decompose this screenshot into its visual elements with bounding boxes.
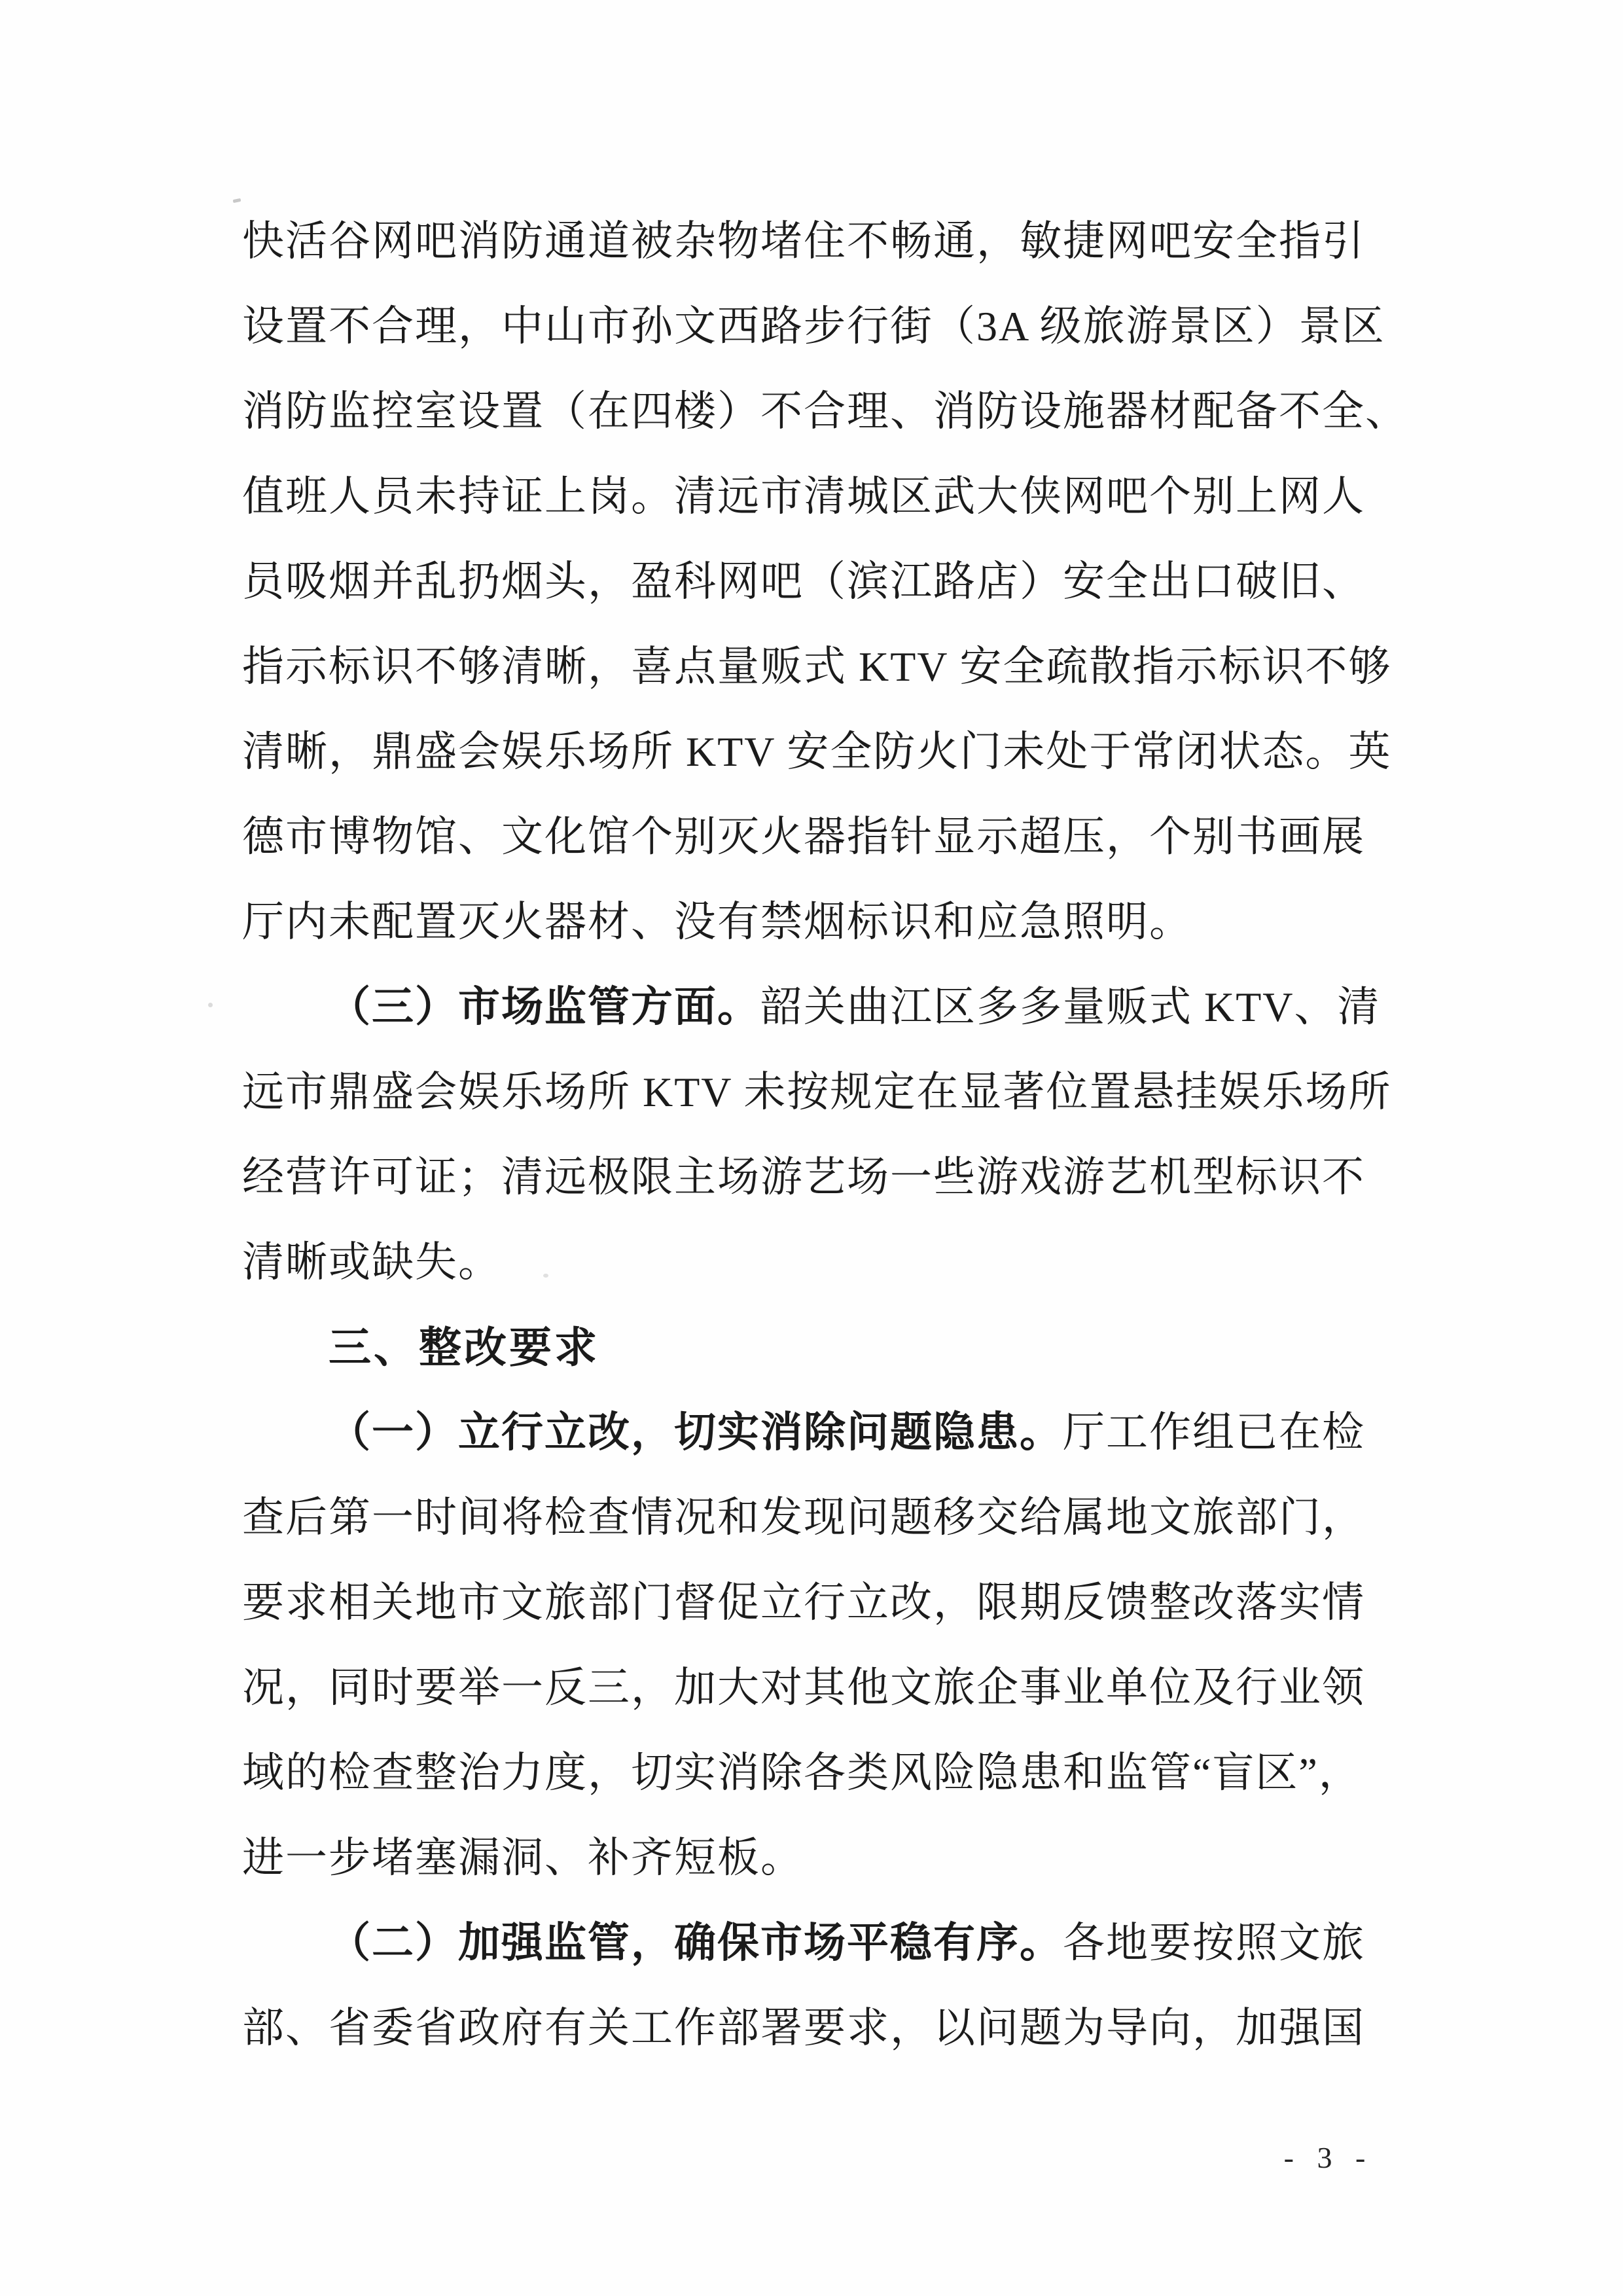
text-line: [242, 795, 1394, 880]
text-run: 部、省委省政府有关工作部署要求，以问题为导向，加强国: [242, 2005, 1365, 2051]
bold-run: 三、整改要求: [329, 1323, 600, 1371]
text-run: 厅工作组已在检: [1063, 1409, 1365, 1456]
text-line: [242, 539, 1394, 624]
text-line: [242, 369, 1408, 454]
text-run: 查后第一时间将检查情况和发现问题移交给属地文旅部门，: [242, 1494, 1365, 1541]
text-run: 消防监控室设置（在四楼）不合理、消防设施器材配备不全、: [242, 388, 1408, 435]
body-text: [242, 199, 1408, 2071]
text-run: 况，同时要举一反三，加大对其他文旅企事业单位及行业领: [242, 1664, 1365, 1711]
text-line: [242, 1475, 1394, 1560]
scan-artifact: [233, 198, 241, 203]
scan-artifact: [208, 1003, 213, 1007]
text-line: [242, 1135, 1394, 1220]
text-line: [242, 284, 1394, 369]
text-line-section-3-market-regulation: [242, 965, 1394, 1050]
bold-run: （二）加强监管，确保市场平稳有序。: [329, 1920, 1063, 1966]
text-line: [242, 624, 1394, 709]
text-line-item-1-immediate-rectification: [242, 1390, 1394, 1475]
text-run: 员吸烟并乱扔烟头，盈科网吧（滨江路店）安全出口破旧、: [242, 558, 1365, 605]
text-line: [242, 1731, 1394, 1816]
text-line: [242, 454, 1394, 539]
text-run: 德市博物馆、文化馆个别灭火器指针显示超压，个别书画展: [242, 814, 1365, 860]
text-line: [242, 709, 1394, 795]
text-run: 指示标识不够清晰，喜点量贩式 KTV 安全疏散指示标识不够: [242, 643, 1392, 690]
text-run: 清晰或缺失。: [242, 1239, 501, 1285]
text-run: 经营许可证；清远极限主场游艺场一些游戏游艺机型标识不: [242, 1154, 1365, 1200]
text-run: 清晰，鼎盛会娱乐场所 KTV 安全防火门未处于常闭状态。英: [242, 728, 1392, 775]
bold-run: （三）市场监管方面。: [329, 984, 760, 1030]
text-run: 韶关曲江区多多量贩式 KTV、清: [760, 984, 1381, 1030]
text-line: [242, 1560, 1394, 1645]
page-number: - 3 -: [1283, 2141, 1374, 2174]
text-run: 域的检查整治力度，切实消除各类风险隐患和监管“盲区”，: [242, 1749, 1362, 1796]
text-line: [242, 1816, 1394, 1901]
text-run: 厅内未配置灭火器材、没有禁烟标识和应急照明。: [242, 899, 1192, 945]
text-line: [242, 1645, 1394, 1731]
text-run: 快活谷网吧消防通道被杂物堵住不畅通，敏捷网吧安全指引: [242, 218, 1365, 264]
text-line: [242, 880, 1394, 965]
text-run: 各地要按照文旅: [1063, 1920, 1365, 1966]
text-line-item-2-strengthen-supervision: [242, 1901, 1394, 1986]
section-heading-rectification-requirements: [242, 1305, 1394, 1390]
text-run: 进一步堵塞漏洞、补齐短板。: [242, 1835, 804, 1881]
text-run: 值班人员未持证上岗。清远市清城区武大侠网吧个别上网人: [242, 473, 1365, 520]
text-run: 设置不合理，中山市孙文西路步行街（3A 级旅游景区）景区: [242, 303, 1385, 350]
text-line: [242, 1986, 1394, 2071]
text-line: [242, 1220, 1394, 1305]
text-run: 远市鼎盛会娱乐场所 KTV 未按规定在显著位置悬挂娱乐场所: [242, 1069, 1392, 1115]
text-line: [242, 1050, 1394, 1135]
text-line: [242, 199, 1394, 284]
text-run: 要求相关地市文旅部门督促立行立改，限期反馈整改落实情: [242, 1579, 1365, 1626]
bold-run: （一）立行立改，切实消除问题隐患。: [329, 1409, 1063, 1456]
